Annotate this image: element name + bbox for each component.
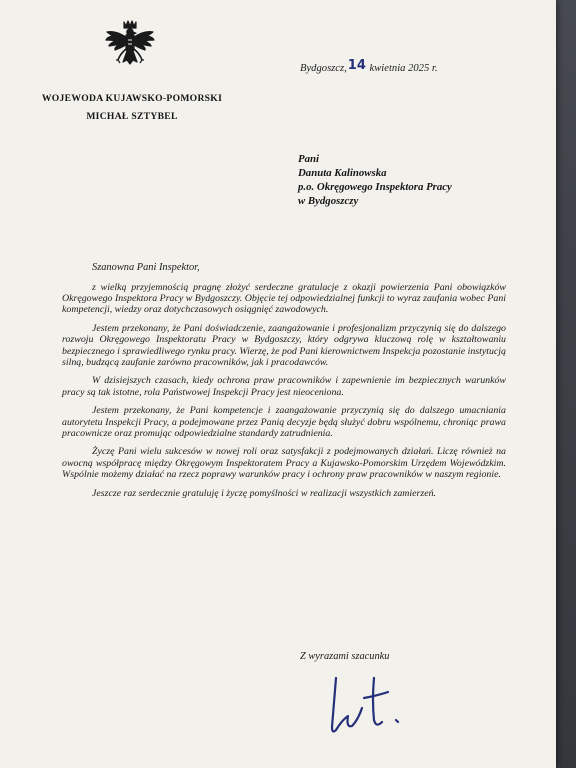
body-paragraph: Jestem przekonany, że Pani doświadczenie, zaangażowanie i profesjonalizm przyczynią się do dalszego rozwoju Okręgowego Inspektoratu Pracy w Bydgoszczy, który odgrywa kluczową rolę w kształtowaniu bezpiecznego i sprawiedliwego rynku pracy. Wierzę, że pod Pani kierownictwem Inspekcja pozostanie instytucją silną, budzącą zaufanie zarówno pracowników, jak i pracodawców. xyxy=(62,323,506,368)
date-line xyxy=(300,60,438,75)
date-place: Bydgoszcz, xyxy=(300,63,347,74)
salutation: Szanowna Pani Inspektor, xyxy=(92,262,200,273)
recipient-line: w Bydgoszczy xyxy=(298,195,359,207)
body-paragraph: Jestem przekonany, że Pani kompetencje i zaangażowanie przyczynią się do dalszego umacniania autorytetu Inspekcji Pracy, a podejmowane przez Panią decyzje będą służyć dobru wspólnemu, chroniąc prawa pracownicze oraz promując odpowiedzialne standardy zatrudnienia. xyxy=(62,405,506,439)
date-day-handwritten: 14 xyxy=(347,58,366,73)
body-paragraph: z wielką przyjemnością pragnę złożyć serdeczne gratulacje z okazji powierzenia Pani obowiązków Okręgowego Inspektora Pracy w Bydgoszczy. Objęcie tej odpowiedzialnej funkcji to wyraz zaufania wobec Pani kompetencji, wiedzy oraz dotychczasowych osiągnięć zawodowych. xyxy=(62,282,506,316)
sender-name: MICHAŁ SZTYBEL xyxy=(86,111,178,122)
closing-phrase: Z wyrazami szacunku xyxy=(300,651,390,662)
letter-body xyxy=(62,282,506,506)
recipient-line: Danuta Kalinowska xyxy=(298,167,387,179)
body-paragraph: Życzę Pani wielu sukcesów w nowej roli oraz satysfakcji z podejmowanych działań. Liczę również na owocną współpracę między Okręgowym Inspektoratem Pracy a Kujawsko-Pomorskim Urzędem Wojewódzkim. Wspólnie możemy działać na rzecz poprawy warunków pracy i ochrony praw pracowników w naszym regionie. xyxy=(62,446,506,480)
date-rest: kwietnia 2025 r. xyxy=(366,63,438,74)
body-paragraph: Jeszcze raz serdecznie gratuluję i życzę pomyślności w realizacji wszystkich zamierzeń. xyxy=(92,487,437,499)
recipient-line: p.o. Okręgowego Inspektora Pracy xyxy=(298,181,452,193)
recipient-line: Pani xyxy=(298,153,319,165)
eagle-emblem-icon xyxy=(103,18,157,76)
sender-office: WOJEWODA KUJAWSKO-POMORSKI xyxy=(41,93,223,104)
signature-image xyxy=(322,672,412,742)
body-paragraph: W dzisiejszych czasach, kiedy ochrona praw pracowników i zapewnienie im bezpiecznych warunków pracy są tak istotne, rola Państwowej Inspekcji Pracy jest nieoceniona. xyxy=(62,375,506,398)
recipient-block xyxy=(298,152,452,208)
sender-block xyxy=(22,90,242,126)
